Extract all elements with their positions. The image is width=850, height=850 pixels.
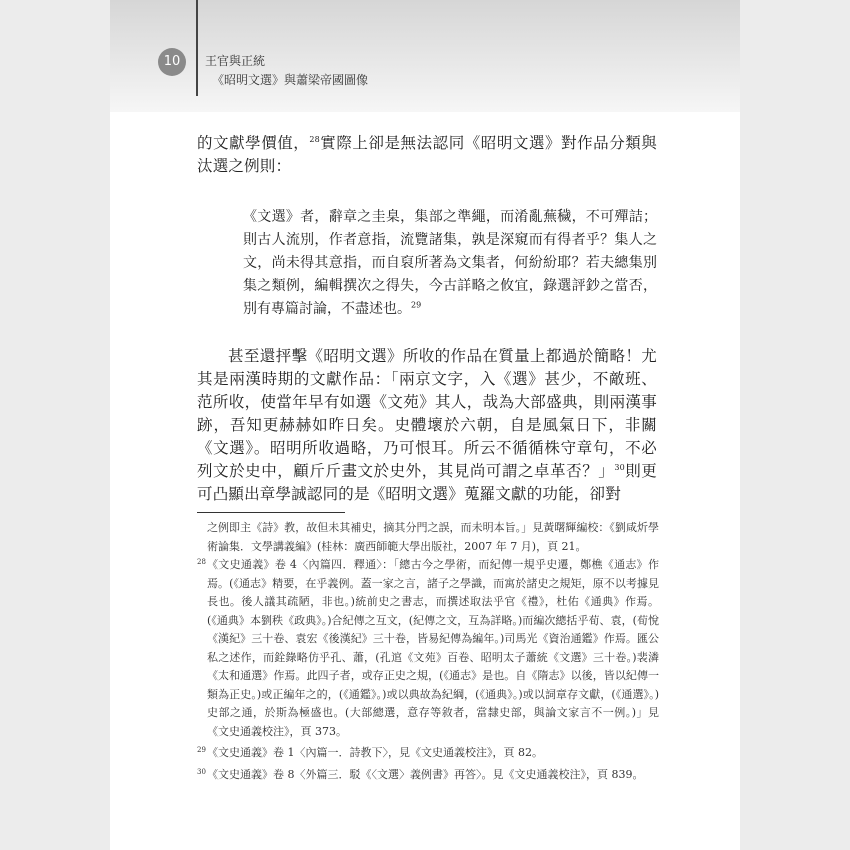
- right-margin: [740, 0, 850, 850]
- footnote-30: [197, 766, 659, 785]
- footnotes: [197, 519, 659, 784]
- block-quote-text: 《文選》者，辭章之圭臬，集部之準繩，而淆亂蕪穢，不可殫詰；則古人流別，作者意指，流覽諸集，孰是深窺而有得者乎？集人之文，尚未得其意指，而自裒所著為文集者，何紛紛耶？若夫總集別集之類例，編輯撰次之得失，今古詳略之攸宜，錄選評鈔之當否，別有專篇討論，不盡述也。: [243, 209, 657, 317]
- page-number: 10: [158, 48, 186, 76]
- paragraph-2-text-rest: 則更可凸顯出章學誠認同的是《昭明文選》蒐羅文獻的功能，卻對: [197, 462, 658, 503]
- footnote-continued: 之例即主《詩》教，故但未其補史，摘其分門之誤，而未明本旨。」見黃曙輝編校：《劉咸炘學術論集．文學講義編》(桂林：廣西師範大學出版社，2007 年 7 月)，頁 21。: [207, 521, 659, 553]
- footnote-ref-30: 30: [614, 462, 625, 472]
- paragraph-1-text-rest: 實際上卻是無法認同《昭明文選》對作品分類與汰選之例則：: [197, 134, 658, 175]
- block-quote: [243, 206, 657, 321]
- footnote-29: [197, 744, 659, 763]
- paragraph-1-text: 的文獻學價值，: [197, 134, 310, 152]
- header-divider: [196, 0, 198, 96]
- running-title: 王官與正統: [205, 54, 266, 68]
- paragraph-2-text: 甚至還抨擊《昭明文選》所收的作品在質量上都過於簡略！尤其是兩漢時期的文獻作品：「兩京文字，入《選》甚少，不敵班、范所收，使當年早有如選《文苑》其人，哉為大部盛典，則兩漢事跡，吾知更赫赫如昨日矣。史體壞於六朝，自是風氣日下，非關《文選》。昭明所收過略，乃可恨耳。所云不循循株守章句，不必列文於史中，顧斤斤畫文於史外，其見尚可謂之卓革否？」: [197, 347, 657, 480]
- footnote-mark: 28: [197, 558, 206, 566]
- footnote-rule: [197, 512, 345, 513]
- footnote-text: 《文史通義》卷 1〈內篇一．詩教下〉，見《文史通義校注》，頁 82。: [207, 746, 543, 759]
- footnote-mark: 30: [197, 767, 206, 776]
- footnote-text: 《文史通義》卷 4〈內篇四．釋通〉：「總古今之學術，而紀傳一規乎史遷，鄭樵《通志》作焉。(《通志》精要，在乎義例。蓋一家之言，諸子之學識，而寓於諸史之規矩，原不以考據見長也。後人議其疏陋，非也。)統前史之書志，而撰述取法乎官《禮》，杜佑《通典》作焉。(《通典》本劉秩《政典》。)合紀傳之互文，(紀傳之文，互為詳略。)而編次總括乎荀、袁，(荀悅《漢紀》三十卷、袁宏《後漢紀》三十卷，皆易紀傳為編年。)司馬光《資治通鑑》作焉。匯公私之述作，而銓錄略仿乎孔、蕭，(孔逭《文苑》百卷、昭明太子蕭統《文選》三十卷。)裴潾《太和通選》作焉。此四子者，或存正史之規，(《通志》是也。自《隋志》以後，皆以紀傳一類為正史。)或正編年之的，(《通鑑》。)或以典故為紀綱，(《通典》。)或以詞章存文獻，(《通選》。)史部之通，於斯為極盛也。(大部總選，意存等敘者，當隸史部，與論文家言不一例。)」見《文史通義校注》，頁 373。: [207, 558, 659, 738]
- left-margin: [0, 0, 110, 850]
- paragraph-2: [197, 345, 657, 506]
- paragraph-1: [197, 132, 657, 178]
- footnote-mark: 29: [197, 746, 206, 754]
- footnote-28: [197, 556, 659, 741]
- footnote-ref-28: 28: [309, 134, 320, 144]
- footnote-text: 《文史通義》卷 8〈外篇三．駁《〈文選〉義例書》再答〉。見《文史通義校注》，頁 839。: [207, 767, 644, 781]
- footnote-ref-29: 29: [411, 300, 422, 310]
- running-subtitle: 《昭明文選》與蕭梁帝國圖像: [212, 73, 369, 87]
